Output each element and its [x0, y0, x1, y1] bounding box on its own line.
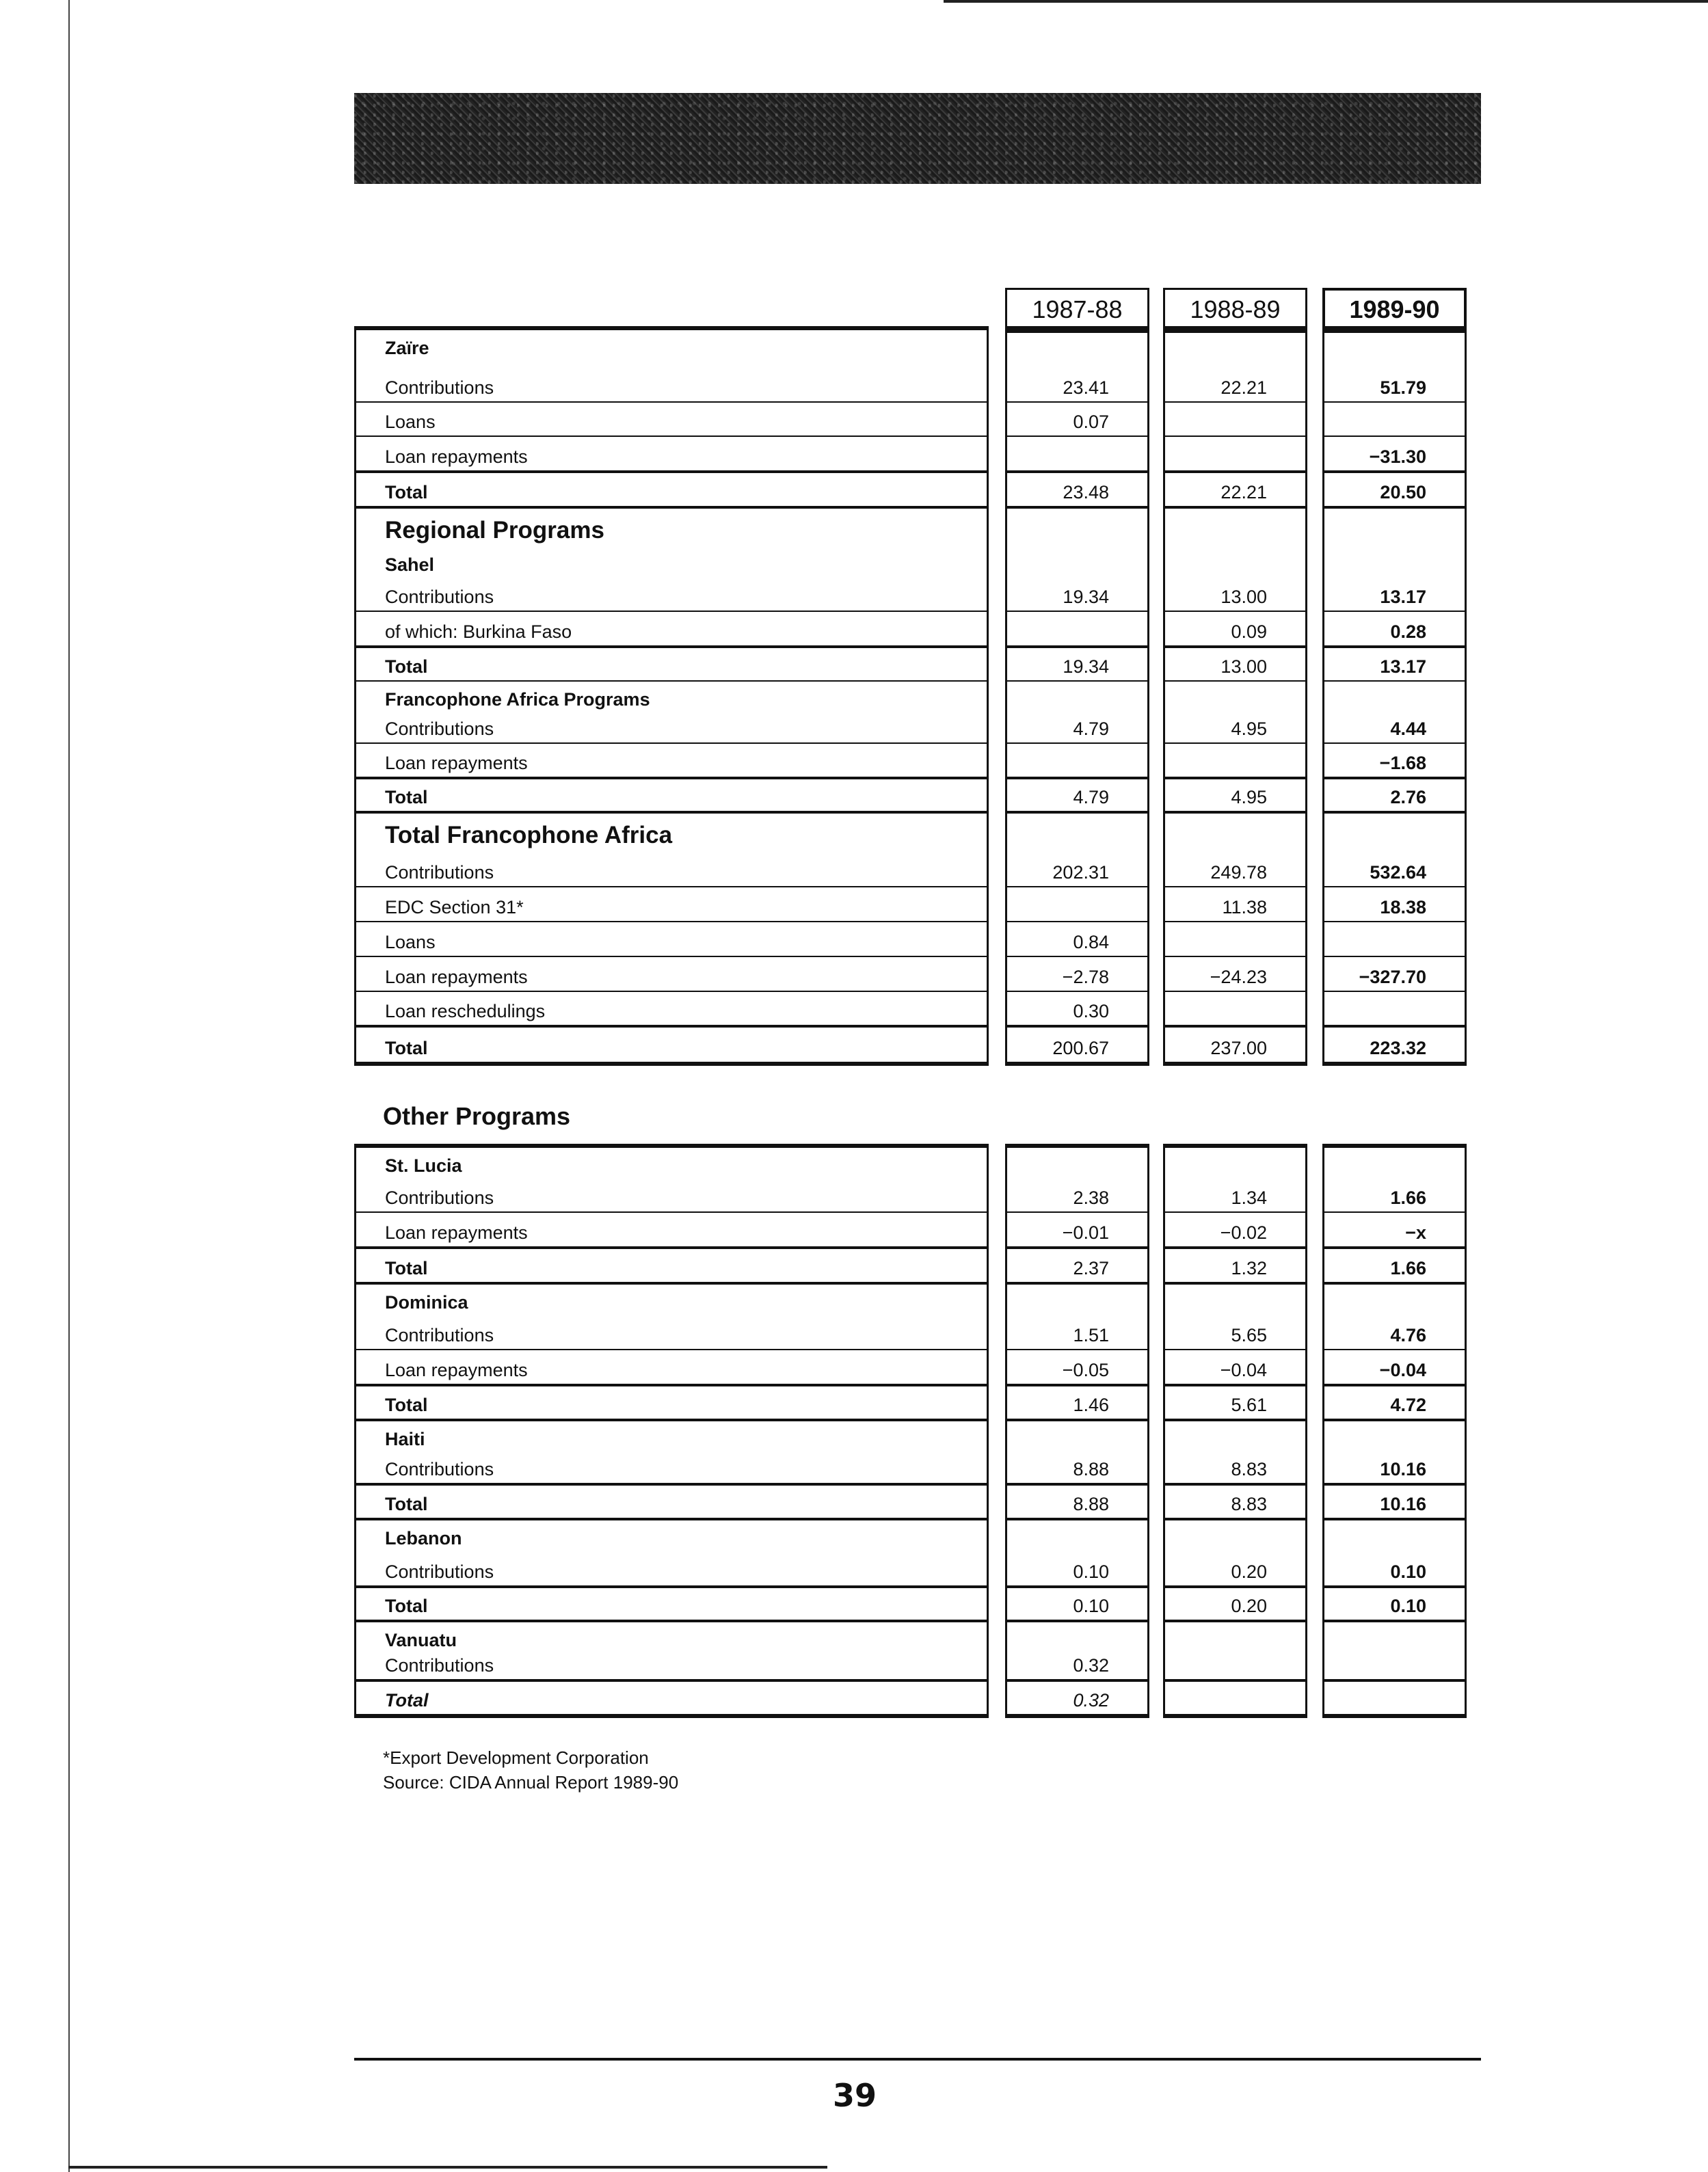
- table-row: [1165, 991, 1305, 1025]
- value-cell: −24.23: [1210, 967, 1267, 987]
- table-row: [356, 886, 987, 921]
- table-row: [1007, 1211, 1147, 1246]
- table-row: [1324, 1025, 1465, 1062]
- table-row: [356, 645, 987, 680]
- footnote-edc: *Export Development Corporation: [383, 1747, 649, 1768]
- value-column-3: [1322, 1144, 1467, 1718]
- value-cell: 532.64: [1370, 862, 1426, 883]
- value-cell: 13.00: [1220, 656, 1267, 677]
- value-cell: 0.09: [1231, 621, 1267, 642]
- table-row: [1165, 777, 1305, 811]
- year-header-1989-90: 1989-90: [1322, 288, 1467, 333]
- value-cell: 223.32: [1370, 1038, 1426, 1058]
- value-cell: 0.20: [1231, 1561, 1267, 1582]
- table-row: [356, 1349, 987, 1384]
- table-row: [1324, 1349, 1465, 1384]
- table-row: [1324, 611, 1465, 645]
- value-cell: 249.78: [1210, 862, 1267, 883]
- row-label: Contributions: [385, 377, 494, 398]
- row-label: of which: Burkina Faso: [385, 621, 572, 642]
- table-row: [1165, 611, 1305, 645]
- table-row: [1007, 1384, 1147, 1419]
- table-row: [1324, 645, 1465, 680]
- row-label: Loans: [385, 412, 436, 432]
- row-label: Contributions: [385, 1459, 494, 1479]
- label-column: [354, 1144, 989, 1718]
- table-row: [1007, 1148, 1147, 1211]
- value-cell: 0.30: [1073, 1001, 1109, 1021]
- table-row: [1324, 506, 1465, 611]
- table-row: [356, 1585, 987, 1620]
- table-row: [1165, 1679, 1305, 1714]
- table-row: [1324, 1211, 1465, 1246]
- value-cell: 10.16: [1380, 1494, 1426, 1514]
- value-cell: 2.38: [1073, 1188, 1109, 1208]
- table-row: [356, 777, 987, 811]
- value-cell: 19.34: [1063, 656, 1109, 677]
- value-cell: 19.34: [1063, 587, 1109, 607]
- total-label: Total: [385, 787, 428, 807]
- row-label: Loan repayments: [385, 446, 528, 467]
- table-row: [1165, 1349, 1305, 1384]
- total-label: Total: [385, 1690, 429, 1711]
- value-cell: −31.30: [1369, 446, 1426, 467]
- table-row: [356, 811, 987, 886]
- table-row: [1165, 470, 1305, 506]
- table-row: [1324, 680, 1465, 742]
- table-row: [1165, 401, 1305, 435]
- table-row: [1007, 1483, 1147, 1518]
- value-column-1: [1005, 326, 1149, 1066]
- value-column-3: [1322, 326, 1467, 1066]
- table-row: [356, 956, 987, 991]
- value-column-2: [1163, 326, 1307, 1066]
- total-label: Total: [385, 656, 428, 677]
- value-cell: 8.88: [1073, 1459, 1109, 1479]
- value-cell: −327.70: [1359, 967, 1426, 987]
- value-cell: 1.66: [1390, 1188, 1426, 1208]
- value-cell: 0.10: [1073, 1596, 1109, 1616]
- table-row: [356, 1483, 987, 1518]
- row-label: Contributions: [385, 1561, 494, 1582]
- total-label: Total: [385, 1494, 428, 1514]
- footnote-source: Source: CIDA Annual Report 1989-90: [383, 1772, 679, 1793]
- table-row: [1324, 742, 1465, 777]
- value-cell: 0.84: [1073, 932, 1109, 952]
- value-cell: 1.32: [1231, 1258, 1267, 1278]
- table-row: [1007, 1349, 1147, 1384]
- table-row: [1165, 1620, 1305, 1679]
- subsection-heading: Dominica: [385, 1292, 468, 1313]
- value-cell: 2.76: [1390, 787, 1426, 807]
- value-cell: 11.38: [1222, 897, 1267, 917]
- table-row: [1165, 1518, 1305, 1585]
- value-cell: 8.88: [1073, 1494, 1109, 1514]
- table-row: [1007, 1025, 1147, 1062]
- table-row: [1165, 1585, 1305, 1620]
- table-row: [1324, 1148, 1465, 1211]
- table-row: [1324, 956, 1465, 991]
- table-row: [1324, 1518, 1465, 1585]
- table-row: [1324, 811, 1465, 886]
- subsection-heading: Lebanon: [385, 1528, 462, 1548]
- value-cell: 0.28: [1390, 621, 1426, 642]
- value-cell: −1.68: [1379, 753, 1426, 773]
- table-row: [1007, 645, 1147, 680]
- table-row: [1007, 777, 1147, 811]
- row-label: Loans: [385, 932, 436, 952]
- table-row: [1007, 1282, 1147, 1349]
- table-row: [1165, 886, 1305, 921]
- value-cell: −x: [1405, 1222, 1426, 1243]
- value-cell: 237.00: [1210, 1038, 1267, 1058]
- table-row: [356, 1148, 987, 1211]
- subsection-heading: Vanuatu: [385, 1630, 457, 1650]
- value-cell: 1.66: [1390, 1258, 1426, 1278]
- row-label: Contributions: [385, 1325, 494, 1345]
- page-bottom-edge: [68, 2166, 827, 2169]
- table-row: [1165, 330, 1305, 401]
- table-row: [1007, 811, 1147, 886]
- table-row: [1165, 811, 1305, 886]
- value-cell: −0.01: [1062, 1222, 1109, 1243]
- value-cell: 2.37: [1073, 1258, 1109, 1278]
- table-row: [356, 742, 987, 777]
- value-cell: 22.21: [1220, 377, 1267, 398]
- table-row: [1165, 921, 1305, 956]
- value-cell: 0.32: [1073, 1655, 1109, 1676]
- value-cell: 13.17: [1380, 656, 1426, 677]
- value-cell: 13.17: [1380, 587, 1426, 607]
- table-row: [1324, 1679, 1465, 1714]
- table-row: [356, 1211, 987, 1246]
- table-row: [1007, 470, 1147, 506]
- footer-rule: [354, 2058, 1481, 2061]
- table-row: [1007, 330, 1147, 401]
- value-cell: 4.79: [1073, 719, 1109, 739]
- value-cell: 0.10: [1073, 1561, 1109, 1582]
- page-top-edge: [944, 0, 1708, 3]
- value-cell: 20.50: [1380, 482, 1426, 502]
- table-row: [356, 470, 987, 506]
- table-row: [1007, 991, 1147, 1025]
- row-label: Loan repayments: [385, 967, 528, 987]
- value-cell: 18.38: [1380, 897, 1426, 917]
- row-label: Loan repayments: [385, 1222, 528, 1243]
- table-row: [1007, 742, 1147, 777]
- table-row: [1007, 506, 1147, 611]
- table-row: [1007, 611, 1147, 645]
- value-cell: 8.83: [1231, 1494, 1267, 1514]
- value-cell: −0.05: [1062, 1360, 1109, 1380]
- table-row: [1165, 1282, 1305, 1349]
- table-row: [1007, 680, 1147, 742]
- table-row: [1324, 777, 1465, 811]
- table-row: [1324, 330, 1465, 401]
- value-cell: 13.00: [1220, 587, 1267, 607]
- value-cell: 4.44: [1390, 719, 1426, 739]
- value-cell: 0.32: [1073, 1690, 1109, 1711]
- table-row: [1007, 1419, 1147, 1483]
- subsection-heading: Haiti: [385, 1429, 425, 1449]
- table-row: [1165, 680, 1305, 742]
- value-column-2: [1163, 1144, 1307, 1718]
- table-row: [1324, 1246, 1465, 1282]
- value-cell: 4.95: [1231, 719, 1267, 739]
- table-row: [1324, 921, 1465, 956]
- value-cell: 202.31: [1052, 862, 1109, 883]
- subsection-heading: St. Lucia: [385, 1155, 462, 1176]
- table-row: [356, 1679, 987, 1714]
- table-row: [1165, 1419, 1305, 1483]
- value-cell: 4.76: [1390, 1325, 1426, 1345]
- table-row: [356, 1518, 987, 1585]
- value-cell: −2.78: [1062, 967, 1109, 987]
- table-row: [356, 611, 987, 645]
- value-cell: 10.16: [1380, 1459, 1426, 1479]
- row-label: EDC Section 31*: [385, 897, 524, 917]
- table-row: [356, 330, 987, 401]
- total-label: Total: [385, 1258, 428, 1278]
- table-row: [356, 1620, 987, 1679]
- table-row: [1165, 956, 1305, 991]
- value-cell: 1.34: [1231, 1188, 1267, 1208]
- value-cell: 8.83: [1231, 1459, 1267, 1479]
- table-row: [1165, 1025, 1305, 1062]
- row-label: Contributions: [385, 587, 494, 607]
- row-label: Contributions: [385, 1655, 494, 1676]
- table-row: [356, 1282, 987, 1349]
- subsection-heading: Francophone Africa Programs: [385, 689, 650, 710]
- other-programs-heading: Other Programs: [383, 1102, 571, 1130]
- value-column-1: [1005, 1144, 1149, 1718]
- table-row: [1007, 401, 1147, 435]
- table-row: [356, 506, 987, 611]
- table-row: [1165, 1246, 1305, 1282]
- total-label: Total: [385, 482, 428, 502]
- value-cell: 1.51: [1073, 1325, 1109, 1345]
- label-column: [354, 326, 989, 1066]
- table-row: [1324, 991, 1465, 1025]
- value-cell: 51.79: [1380, 377, 1426, 398]
- table-row: [1324, 435, 1465, 470]
- year-header-1988-89: 1988-89: [1163, 288, 1307, 333]
- table-row: [1165, 645, 1305, 680]
- table-row: [1007, 435, 1147, 470]
- row-label: Contributions: [385, 719, 494, 739]
- table-row: [1165, 506, 1305, 611]
- table-row: [356, 1246, 987, 1282]
- section-heading: Regional Programs: [385, 517, 604, 544]
- section-heading: Total Francophone Africa: [385, 822, 673, 848]
- table-row: [1007, 921, 1147, 956]
- table-row: [1007, 1679, 1147, 1714]
- table-row: [1324, 1483, 1465, 1518]
- total-label: Total: [385, 1596, 428, 1616]
- value-cell: 1.46: [1073, 1395, 1109, 1415]
- table-row: [1007, 1518, 1147, 1585]
- value-cell: 0.07: [1073, 412, 1109, 432]
- table-row: [356, 401, 987, 435]
- value-cell: −0.02: [1220, 1222, 1267, 1243]
- value-cell: 4.72: [1390, 1395, 1426, 1415]
- row-label: Loan repayments: [385, 753, 528, 773]
- decorative-banner: [354, 93, 1481, 184]
- footnotes: [383, 1745, 678, 1795]
- table-row: [356, 1384, 987, 1419]
- table-row: [356, 1025, 987, 1062]
- table-row: [1165, 1211, 1305, 1246]
- table-row: [1324, 1620, 1465, 1679]
- table-row: [1007, 956, 1147, 991]
- table-row: [1324, 1585, 1465, 1620]
- row-label: Loan reschedulings: [385, 1001, 546, 1021]
- table-row: [1007, 886, 1147, 921]
- value-cell: 200.67: [1052, 1038, 1109, 1058]
- year-header-1987-88: 1987-88: [1005, 288, 1149, 333]
- total-label: Total: [385, 1038, 428, 1058]
- value-cell: 0.10: [1390, 1596, 1426, 1616]
- table-row: [1324, 1282, 1465, 1349]
- table-row: [1165, 1148, 1305, 1211]
- table-row: [1165, 742, 1305, 777]
- value-cell: 23.48: [1063, 482, 1109, 502]
- value-cell: 4.95: [1231, 787, 1267, 807]
- value-cell: 5.65: [1231, 1325, 1267, 1345]
- value-cell: 23.41: [1063, 377, 1109, 398]
- subsection-heading: Sahel: [385, 554, 435, 575]
- row-label: Loan repayments: [385, 1360, 528, 1380]
- table-row: [1324, 886, 1465, 921]
- table-row: [1007, 1246, 1147, 1282]
- table-row: [1007, 1585, 1147, 1620]
- subsection-heading: Zaïre: [385, 338, 429, 358]
- table-row: [356, 1419, 987, 1483]
- value-cell: 22.21: [1220, 482, 1267, 502]
- table-row: [356, 680, 987, 742]
- table-row: [1165, 1384, 1305, 1419]
- row-label: Contributions: [385, 1188, 494, 1208]
- value-cell: 5.61: [1231, 1395, 1267, 1415]
- table-row: [1324, 470, 1465, 506]
- row-label: Contributions: [385, 862, 494, 883]
- table-row: [356, 921, 987, 956]
- value-cell: −0.04: [1379, 1360, 1426, 1380]
- value-cell: 0.10: [1390, 1561, 1426, 1582]
- table-row: [356, 991, 987, 1025]
- table-row: [1007, 1620, 1147, 1679]
- value-cell: −0.04: [1220, 1360, 1267, 1380]
- table-row: [1324, 401, 1465, 435]
- page-number: 39: [832, 2077, 877, 2114]
- table-row: [1165, 1483, 1305, 1518]
- table-row: [356, 435, 987, 470]
- page-left-edge: [68, 0, 70, 2172]
- value-cell: 0.20: [1231, 1596, 1267, 1616]
- total-label: Total: [385, 1395, 428, 1415]
- table-row: [1324, 1384, 1465, 1419]
- value-cell: 4.79: [1073, 787, 1109, 807]
- table-row: [1165, 435, 1305, 470]
- table-row: [1324, 1419, 1465, 1483]
